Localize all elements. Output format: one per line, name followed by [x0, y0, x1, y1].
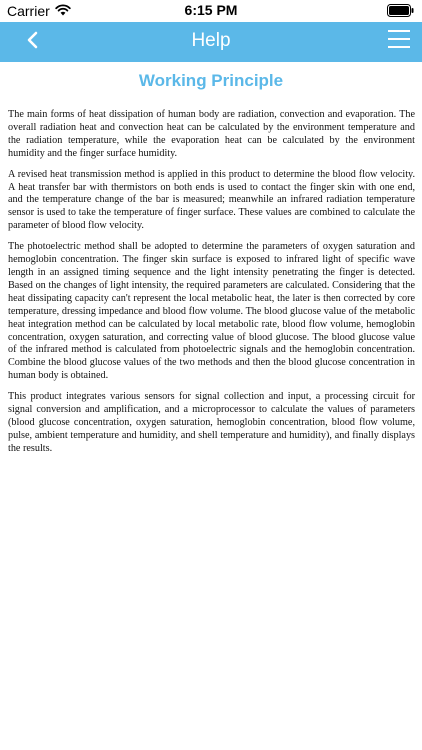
hamburger-menu-icon[interactable] [388, 29, 410, 49]
status-bar [0, 0, 422, 22]
paragraph-integration: This product integrates various sensors for signal collection and input, a processing circuit for signal conversion and amplification, and a microprocessor to calculate the values of parameters (blood glucose concentration, oxygen saturation, hemoglobin concentration, blood flow volume, pulse, ambient temperature and humidity, and shell temperature and humidity), and finally displays the results. [8, 391, 415, 454]
carrier-label: Carrier [7, 3, 50, 19]
nav-bar [0, 22, 422, 62]
status-time: 6:15 PM [184, 2, 238, 18]
chevron-left-icon[interactable] [18, 26, 48, 56]
paragraph-heat-transmission: A revised heat transmission method is applied in this product to determine the blood flow velocity. A heat transfer bar with thermistors on both ends is used to contact the finger skin with one end, and the temperature change of the bar is measured; meanwhile an infrared radiation temperature sensor is used to take the temperature of finger surface. These values are combined to calculate the parameter of blood flow velocity. [8, 168, 415, 232]
paragraph-heat-dissipation: The main forms of heat dissipation of human body are radiation, convection and evaporation. The overall radiation heat and convection heat can be calculated by the environment temperature and the radiation temperature, while the evaporation heat can be calculated by the environment humidity and the finger surface humidity. [8, 109, 415, 159]
battery-icon [387, 4, 414, 17]
nav-title: Help [191, 30, 231, 51]
help-content [8, 109, 415, 464]
paragraph-photoelectric: The photoelectric method shall be adopted to determine the parameters of oxygen saturation and hemoglobin concentration. The finger skin surface is exposed to infrared light of specific wave length in an assigned timing sequence and the light intensity penetrating the finger is detected. Based on the changes of light intensity, the required parameters are calculated. Considering that the heat dissipating capacity can't represent the local metabolic heat, the later is then corrected by core temperature, dressing impedance and blood flow volume. The blood glucose value of the metabolic heat integration method can be calculated by local metabolic rate, blood flow volume, hemoglobin concentration, oxygen saturation, and correcting value of blood glucose. The blood glucose value of the infrared method is calculated from photoelectric signals and the hemoglobin concentration. Combine the blood glucose values of the two methods and then the blood glucose concentration in human body is obtained. [8, 241, 415, 382]
page-heading: Working Principle [138, 71, 284, 90]
